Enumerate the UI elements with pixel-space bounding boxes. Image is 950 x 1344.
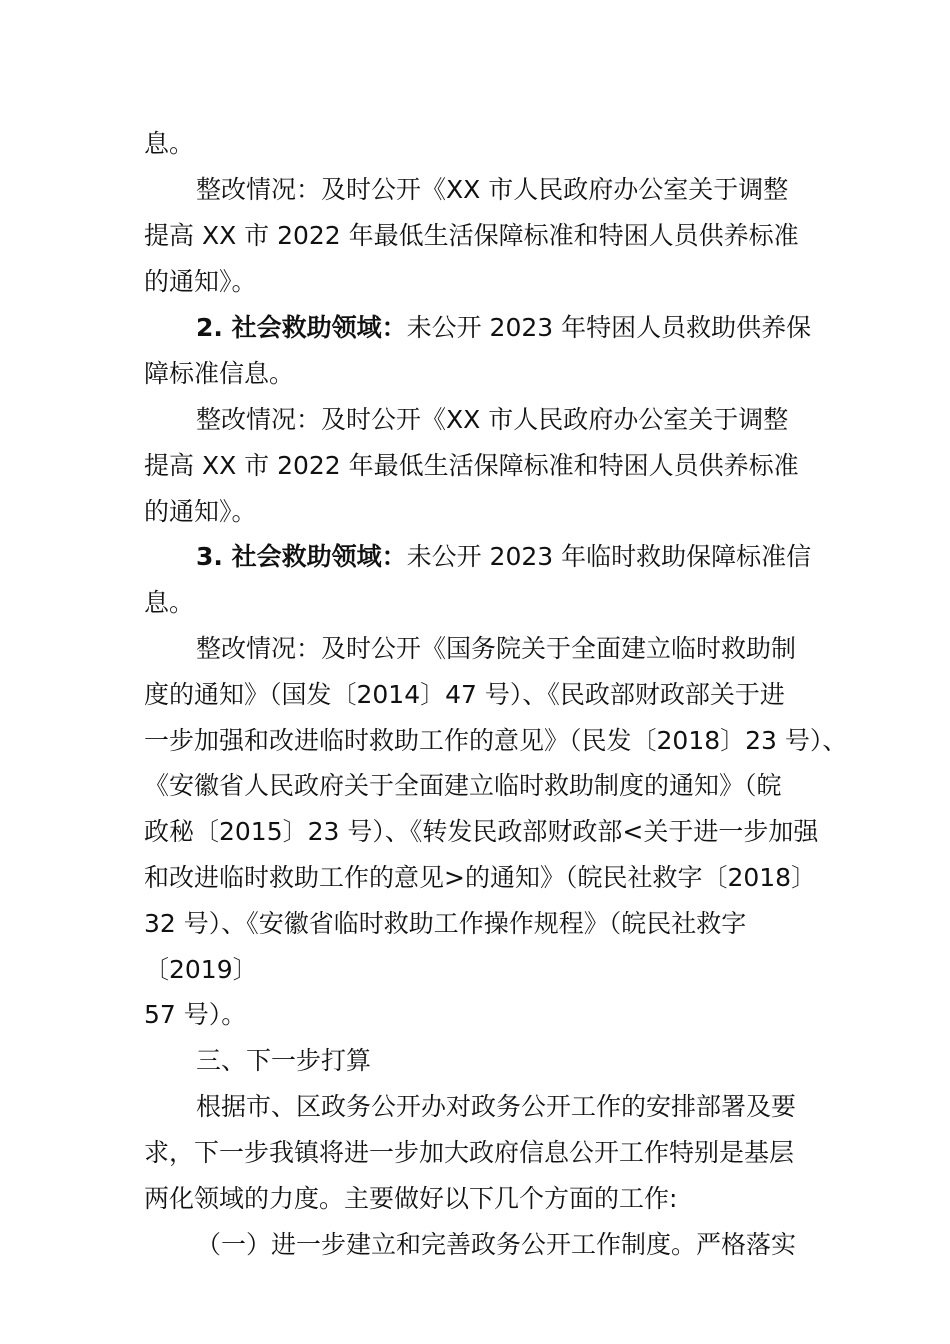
paragraph-line: 提高 XX 市 2022 年最低生活保障标准和特困人员供养标准 <box>144 221 799 250</box>
paragraph-line: 整改情况：及时公开《国务院关于全面建立临时救助制 <box>196 634 797 663</box>
paragraph-line: 息。 <box>144 129 195 158</box>
section-heading: 2. 社会救助领域： <box>196 313 407 342</box>
section-heading: 3. 社会救助领域： <box>196 542 407 571</box>
paragraph-line: 障标准信息。 <box>144 359 295 388</box>
paragraph-line: 两化领域的力度。主要做好以下几个方面的工作: <box>144 1184 678 1213</box>
paragraph-line: （一）进一步建立和完善政务公开工作制度。严格落实 <box>196 1230 797 1259</box>
paragraph-line: 一步加强和改进临时救助工作的意见》（民发〔2018〕23 号）、 <box>144 726 848 755</box>
section-title: 三、下一步打算 <box>196 1046 372 1075</box>
paragraph-line: 和改进临时救助工作的意见>的通知》（皖民社救字〔2018〕 <box>144 863 817 892</box>
paragraph-line: 的通知》。 <box>144 267 257 296</box>
paragraph-line: 求，下一步我镇将进一步加大政府信息公开工作特别是基层 <box>144 1138 795 1167</box>
paragraph-line: 提高 XX 市 2022 年最低生活保障标准和特困人员供养标准 <box>144 451 799 480</box>
paragraph-line: 的通知》。 <box>144 497 257 526</box>
paragraph-line: 息。 <box>144 588 195 617</box>
paragraph-line: 57 号）。 <box>144 1000 247 1029</box>
paragraph-line <box>196 541 811 573</box>
paragraph-line: 整改情况：及时公开《XX 市人民政府办公室关于调整 <box>196 405 789 434</box>
paragraph-text: 未公开 2023 年临时救助保障标准信 <box>406 542 812 571</box>
paragraph-line <box>196 312 811 344</box>
paragraph-line: 〔2019〕 <box>144 955 258 984</box>
paragraph-line: 度的通知》（国发〔2014〕47 号）、《民政部财政部关于进 <box>144 680 785 709</box>
paragraph-line: 《安徽省人民政府关于全面建立临时救助制度的通知》（皖 <box>144 771 782 800</box>
paragraph-line: 根据市、区政务公开办对政务公开工作的安排部署及要 <box>196 1092 797 1121</box>
paragraph-line: 32 号）、《安徽省临时救助工作操作规程》（皖民社救字 <box>144 909 747 938</box>
paragraph-line: 整改情况：及时公开《XX 市人民政府办公室关于调整 <box>196 175 789 204</box>
paragraph-line: 政秘〔2015〕23 号）、《转发民政部财政部<关于进一步加强 <box>144 817 819 846</box>
paragraph-text: 未公开 2023 年特困人员救助供养保 <box>406 313 812 342</box>
